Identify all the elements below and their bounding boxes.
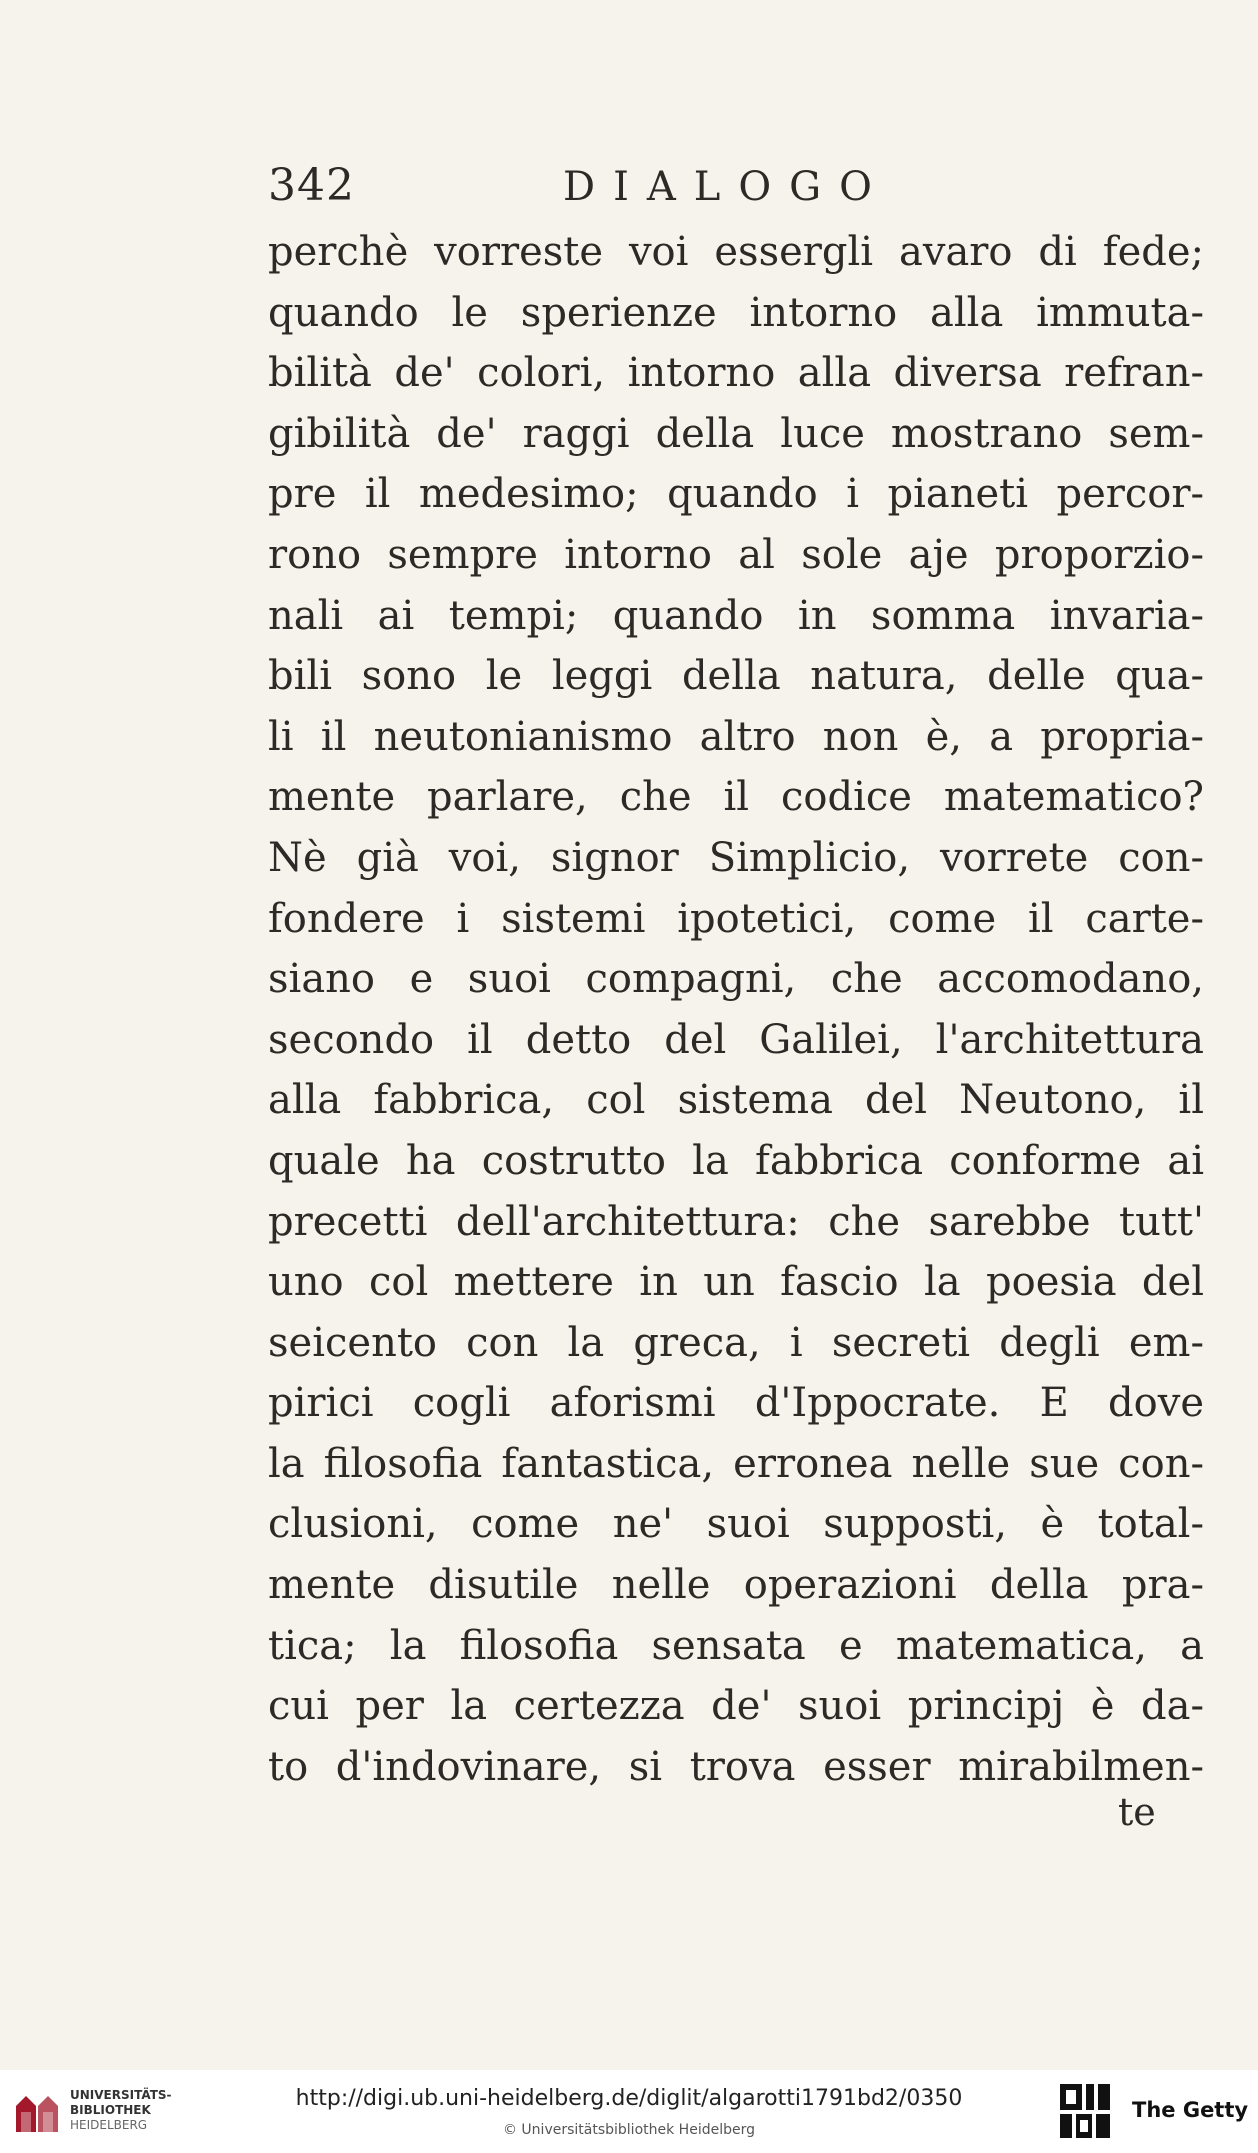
running-head: DIALOGO <box>563 164 890 210</box>
permalink-url[interactable]: http://digi.ub.uni-heidelberg.de/diglit/algarotti1791bd2/0350 <box>295 2086 963 2111</box>
text-line: mente parlare, che il codice matematico? <box>268 774 1204 821</box>
text-line: uno col mettere in un fascio la poesia del <box>268 1259 1204 1306</box>
library-name-line-3: HEIDELBERG <box>70 2118 148 2132</box>
text-line: pre il medesimo; quando i pianeti percor- <box>268 471 1204 518</box>
text-line: rono sempre intorno al sole aje proporzio- <box>268 531 1204 578</box>
text-line: li il neutonianismo altro non è, a propria- <box>268 713 1204 760</box>
text-line: nali ai tempi; quando in somma invaria- <box>268 592 1204 639</box>
text-line: la filosofia fantastica, erronea nelle sue con- <box>268 1440 1204 1487</box>
text-line: alla fabbrica, col sistema del Neutono, il <box>268 1077 1204 1124</box>
text-line: bilità de' colori, intorno alla diversa refran- <box>268 350 1204 397</box>
text-line: tica; la filosofia sensata e matematica, a <box>268 1622 1204 1669</box>
library-name-line-1: UNIVERSITÄTS- <box>70 2088 172 2102</box>
text-line: seicento con la greca, i secreti degli em- <box>268 1319 1204 1366</box>
partner-name: The Getty <box>1132 2098 1249 2122</box>
page-number: 342 <box>268 160 355 211</box>
copyright-notice: © Universitätsbibliothek Heidelberg <box>502 2122 755 2138</box>
page-header <box>268 160 1168 220</box>
body-text <box>268 222 1204 1797</box>
text-line: secondo il detto del Galilei, l'architettura <box>268 1016 1204 1063</box>
text-line: clusioni, come ne' suoi supposti, è total- <box>268 1501 1204 1548</box>
text-line: pirici cogli aforismi d'Ippocrate. E dove <box>268 1380 1204 1427</box>
text-line: siano e suoi compagni, che accomodano, <box>268 956 1204 1003</box>
text-line: to d'indovinare, si trova esser mirabilmen- <box>268 1743 1204 1790</box>
text-line: mente disutile nelle operazioni della pra- <box>268 1562 1204 1609</box>
text-line: Nè già voi, signor Simplicio, vorrete con- <box>268 834 1204 881</box>
text-line: cui per la certezza de' suoi principj è da- <box>268 1683 1204 1730</box>
text-line: quale ha costrutto la fabbrica conforme ai <box>268 1137 1204 1184</box>
text-line: fondere i sistemi ipotetici, come il carte- <box>268 895 1204 942</box>
text-line: gibilità de' raggi della luce mostrano sem- <box>268 410 1204 457</box>
text-line: bili sono le leggi della natura, delle qua- <box>268 653 1204 700</box>
text-line: quando le sperienze intorno alla immuta- <box>268 289 1204 336</box>
library-name-line-2: BIBLIOTHEK <box>70 2103 151 2117</box>
text-line: perchè vorreste voi essergli avaro di fede; <box>268 229 1204 275</box>
catchword: te <box>1118 1790 1156 1834</box>
footer-bar <box>0 2070 1258 2153</box>
getty-logo-icon <box>1058 2082 1112 2140</box>
text-line: precetti dell'architettura: che sarebbe tutt' <box>268 1198 1204 1245</box>
